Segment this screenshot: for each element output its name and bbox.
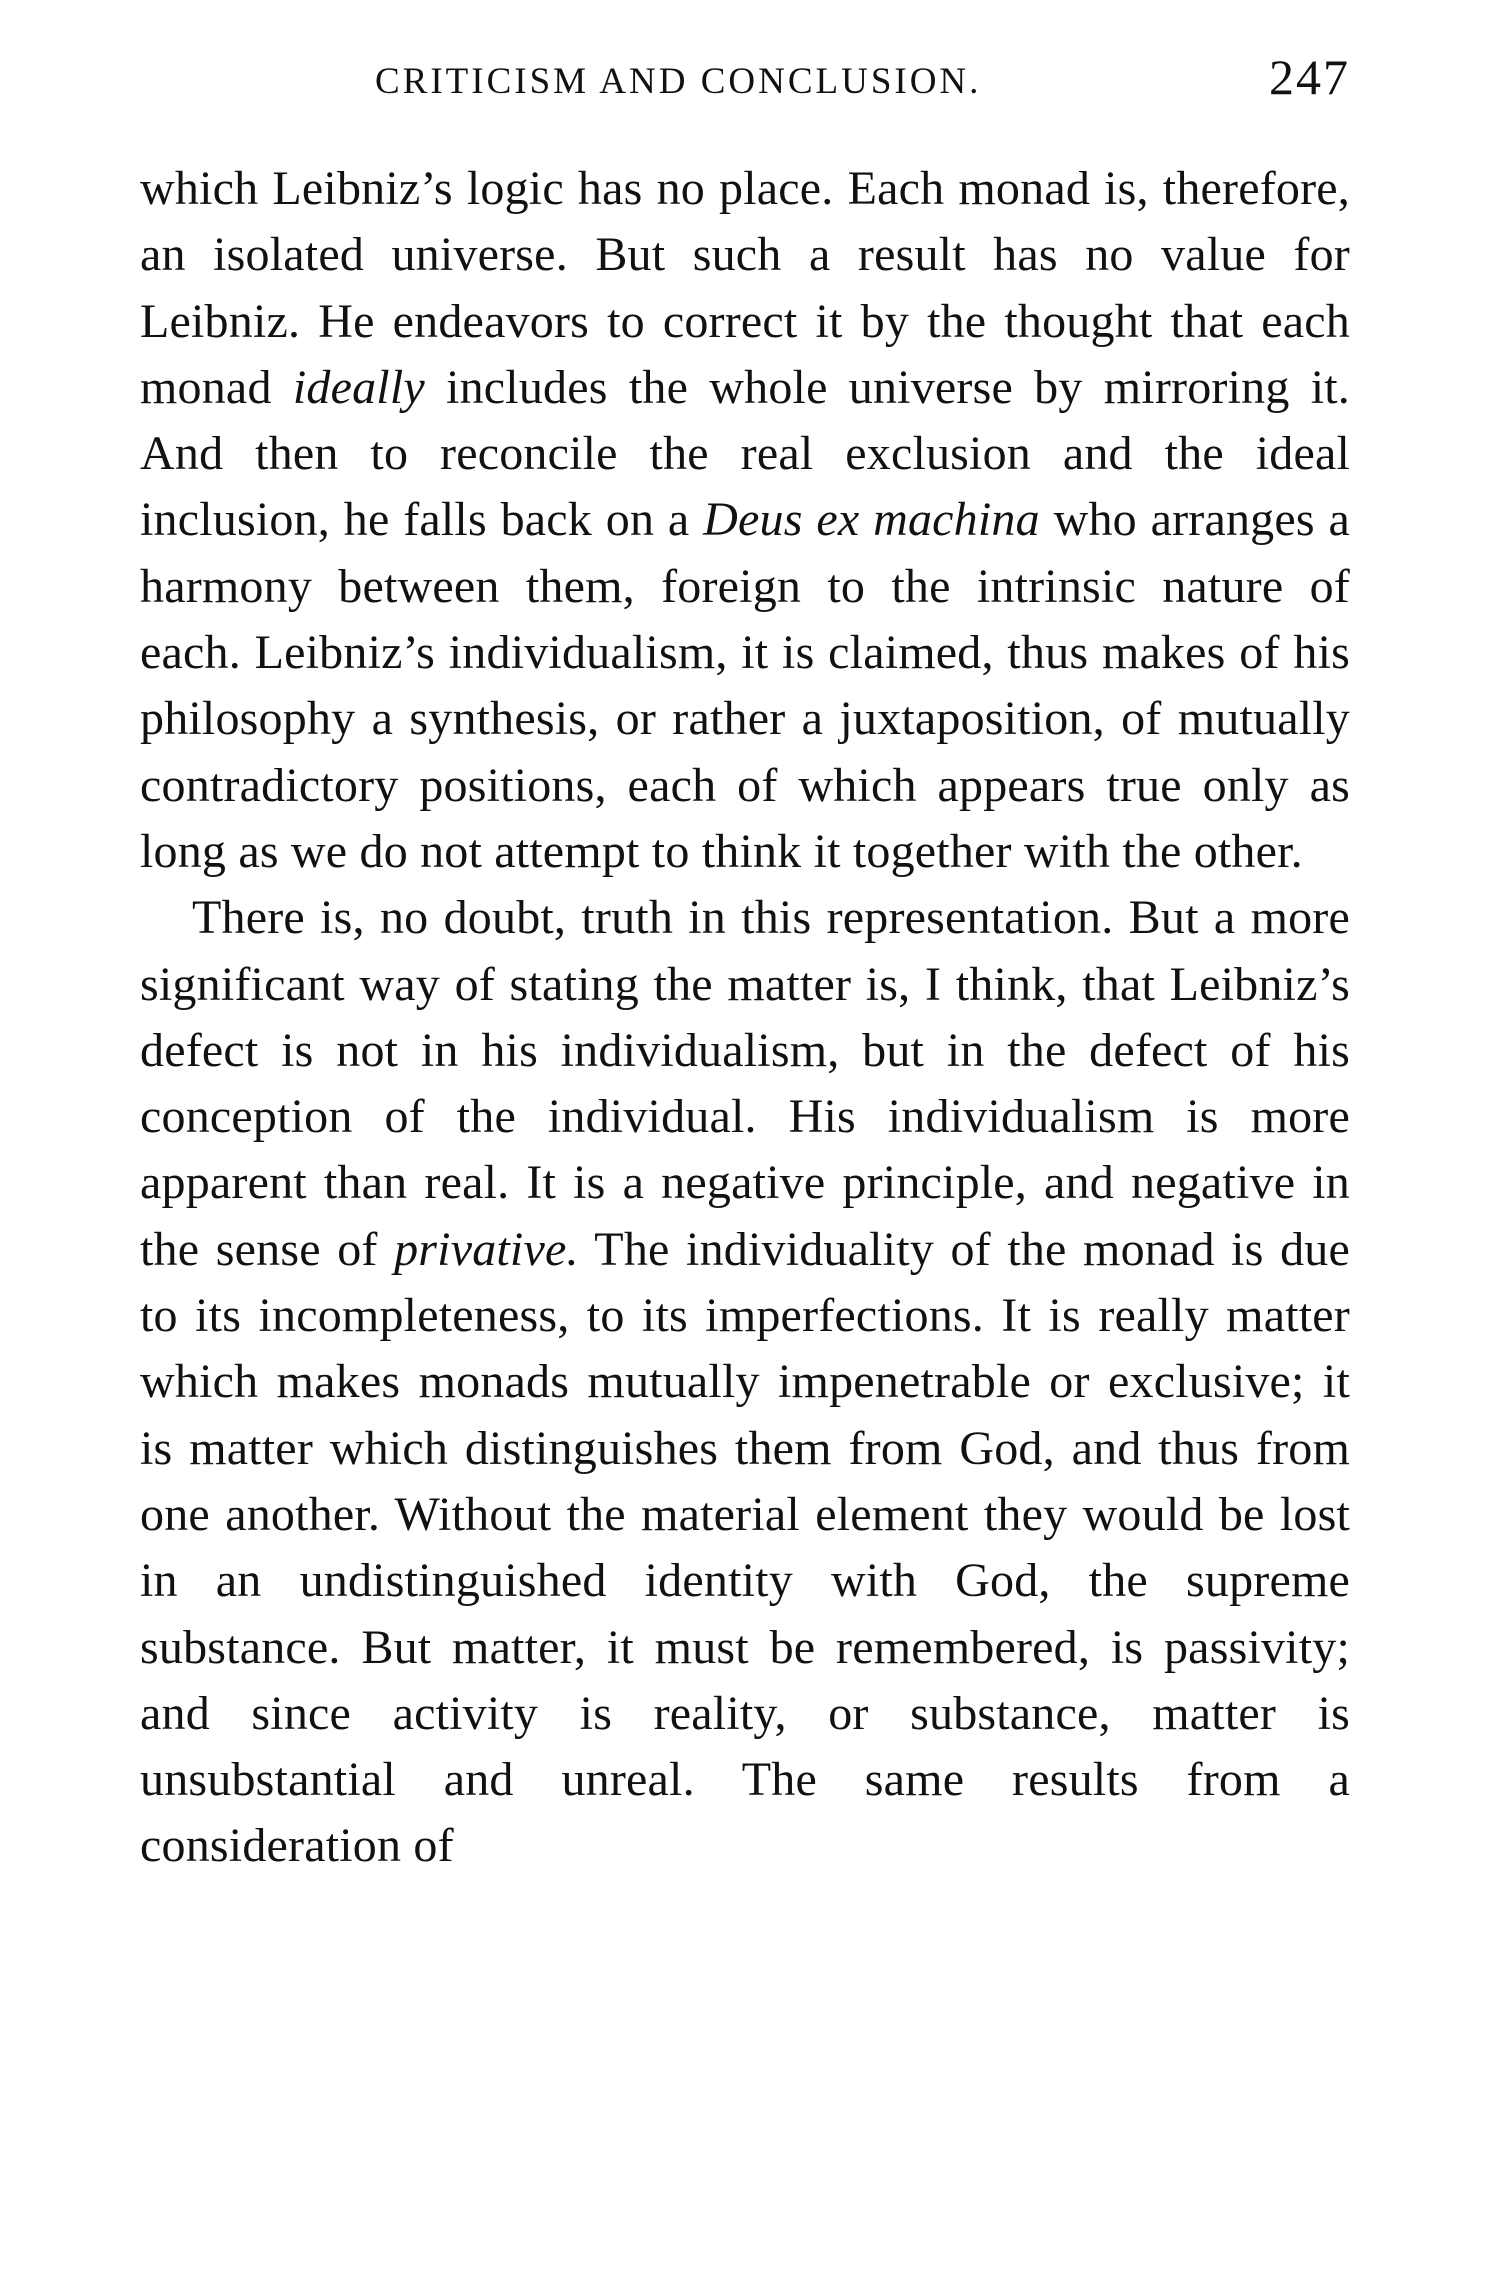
italic-ideally: ideally — [292, 360, 425, 414]
body-text — [140, 156, 1350, 1880]
paragraph-1 — [140, 156, 1350, 885]
paragraph-1-text-b: includes the whole universe by mirroring it. And then to reconcile the real exclusion and the ideal inclusion, he falls back on a — [140, 360, 1350, 547]
page-header — [140, 48, 1350, 118]
book-page — [140, 48, 1350, 1880]
page-number: 247 — [1269, 49, 1350, 105]
italic-privative: privative. — [394, 1222, 579, 1276]
italic-deus-ex-machina: Deus ex machina — [703, 493, 1040, 547]
paragraph-2-text-a: There is, no doubt, truth in this representation. But a more significant way of stating the matter is, I think, that Leibniz’s defect is not in his individualism, but in the defect of his conception of the individual. His individualism is more apparent than real. It is a negative principle, and negative in the sense of — [140, 891, 1350, 1276]
paragraph-1-text-c: who arranges a harmony between them, foreign to the intrinsic nature of each. Leibniz’s individualism, it is claimed, thus makes of his philosophy a synthesis, or rather a juxtaposition, of mutually contradictory positions, each of which appears true only as long as we do not attempt to think it together with the other. — [140, 493, 1351, 878]
paragraph-1-text-a: which Leibniz’s logic has no place. Each monad is, therefore, an isolated universe. But such a result has no value for Leibniz. He endeavors to correct it by the thought that each monad — [140, 162, 1350, 414]
running-head: CRITICISM AND CONCLUSION. — [375, 61, 982, 102]
paragraph-2 — [140, 885, 1350, 1879]
paragraph-2-text-b: The individuality of the monad is due to its incompleteness, to its imperfections. It is really matter which makes monads mutually impenetrable or exclusive; it is matter which distinguishes them from God, and thus from one another. Without the material element they would be lost in an undistinguished identity with God, the supreme substance. But matter, it must be remembered, is passivity; and since activity is reality, or substance, matter is unsubstantial and unreal. The same results from a consideration of — [140, 1222, 1350, 1873]
